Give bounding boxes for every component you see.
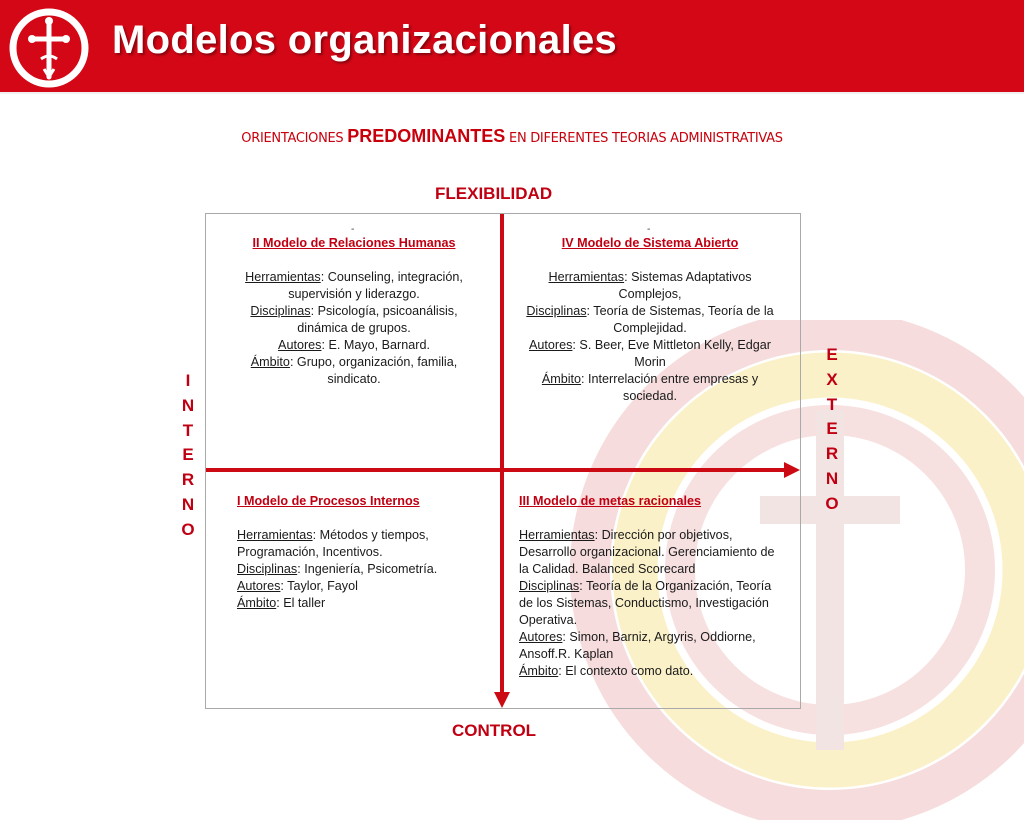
disciplinas-text: : Teoría de la Organización, Teoría de los Sistemas, Conductismo, Investigación Operativa. <box>519 579 772 627</box>
quadrant-metas-racionales <box>519 493 779 680</box>
externo-letter: T <box>826 394 838 414</box>
autores-line <box>519 629 779 663</box>
herramientas-text: : Métodos y tiempos, Programación, Incentivos. <box>237 528 429 559</box>
down-arrowhead-icon <box>494 692 510 708</box>
quadrant-title: IV Modelo de Sistema Abierto <box>561 236 739 250</box>
externo-letter: O <box>825 493 839 513</box>
autores-label: Autores <box>278 338 322 352</box>
ambito-text: : Interrelación entre empresas y sociedad. <box>581 372 759 403</box>
autores-label: Autores <box>237 579 281 593</box>
autores-text: : E. Mayo, Barnard. <box>321 338 430 352</box>
disciplinas-label: Disciplinas <box>526 304 587 318</box>
ambito-label: Ámbito <box>541 372 582 386</box>
quadrant-sistema-abierto <box>522 235 778 405</box>
ambito-text: : Grupo, organización, familia, sindicato. <box>289 355 458 386</box>
autores-line <box>226 337 482 354</box>
interno-letter: I <box>185 371 191 390</box>
herramientas-line <box>237 527 487 561</box>
subtitle-part-1: ORIENTACIONES <box>241 131 348 146</box>
quadrant-relaciones-humanas <box>226 235 482 388</box>
herramientas-label: Herramientas <box>237 528 313 542</box>
disciplinas-text: : Ingeniería, Psicometría. <box>297 562 438 576</box>
disciplinas-label: Disciplinas <box>237 562 298 576</box>
interno-letter: T <box>182 420 194 440</box>
axis-label-flexibilidad: FLEXIBILIDAD <box>435 184 553 203</box>
herramientas-line <box>226 269 482 303</box>
ambito-line <box>522 371 778 405</box>
disciplinas-text: : Psicología, psicoanálisis, dinámica de grupos. <box>297 304 458 335</box>
disciplinas-line <box>522 303 778 337</box>
autores-label: Autores <box>519 630 563 644</box>
interno-letter: R <box>181 470 195 490</box>
quadrant-procesos-internos <box>237 493 487 612</box>
interno-letter: N <box>181 395 195 415</box>
ambito-line <box>519 663 779 680</box>
ambito-line <box>237 595 487 612</box>
ambito-text: : El contexto como dato. <box>558 664 694 678</box>
ambito-label: Ámbito <box>250 355 290 369</box>
autores-text: : Simon, Barniz, Argyris, Oddiorne, Ansoff.R. Kaplan <box>519 630 756 661</box>
disciplinas-label: Disciplinas <box>519 579 580 593</box>
disciplinas-line <box>237 561 487 578</box>
externo-letter: N <box>825 468 839 488</box>
autores-text: : Taylor, Fayol <box>280 579 358 593</box>
externo-letter: E <box>826 419 838 439</box>
autores-label: Autores <box>529 338 573 352</box>
disciplinas-text: : Teoría de Sistemas, Teoría de la Complejidad. <box>586 304 774 335</box>
herramientas-line <box>522 269 778 303</box>
autores-line <box>237 578 487 595</box>
interno-letter: E <box>182 445 194 465</box>
herramientas-text: : Counseling, integración, supervisión y liderazgo. <box>288 270 463 301</box>
externo-letter: E <box>826 345 838 364</box>
right-arrowhead-icon <box>784 462 800 478</box>
ambito-label: Ámbito <box>519 664 559 678</box>
ambito-text: : El taller <box>276 596 326 610</box>
herramientas-text: : Dirección por objetivos, Desarrollo organizacional. Gerenciamiento de la Calidad. Balanced Scorecard <box>519 528 775 576</box>
quadrant-title: I Modelo de Procesos Internos <box>237 494 420 508</box>
interno-letter: O <box>181 519 195 539</box>
disciplinas-label: Disciplinas <box>250 304 311 318</box>
quadrant-title: III Modelo de metas racionales <box>519 494 701 508</box>
externo-letter: R <box>825 444 839 464</box>
ambito-line <box>226 354 482 388</box>
autores-text: : S. Beer, Eve Mittleton Kelly, Edgar Morin <box>572 338 771 369</box>
herramientas-label: Herramientas <box>548 270 625 284</box>
quadrant-marker: - <box>647 224 651 235</box>
subtitle-part-3: EN DIFERENTES TEORIAS ADMINISTRATIVAS <box>505 131 783 146</box>
quadrant-marker: - <box>351 224 355 235</box>
herramientas-label: Herramientas <box>519 528 595 542</box>
axis-label-control: CONTROL <box>452 721 537 740</box>
quadrant-title: II Modelo de Relaciones Humanas <box>252 236 456 250</box>
herramientas-text: : Sistemas Adaptativos Complejos, <box>618 270 752 301</box>
ambito-label: Ámbito <box>237 596 277 610</box>
herramientas-label: Herramientas <box>245 270 321 284</box>
disciplinas-line <box>226 303 482 337</box>
page-title: Modelos organizacionales <box>112 18 618 62</box>
externo-letter: X <box>826 369 838 389</box>
disciplinas-line <box>519 578 779 629</box>
autores-line <box>522 337 778 371</box>
subtitle-emphasis: PREDOMINANTES <box>347 126 506 146</box>
interno-letter: N <box>181 494 195 514</box>
herramientas-line <box>519 527 779 578</box>
